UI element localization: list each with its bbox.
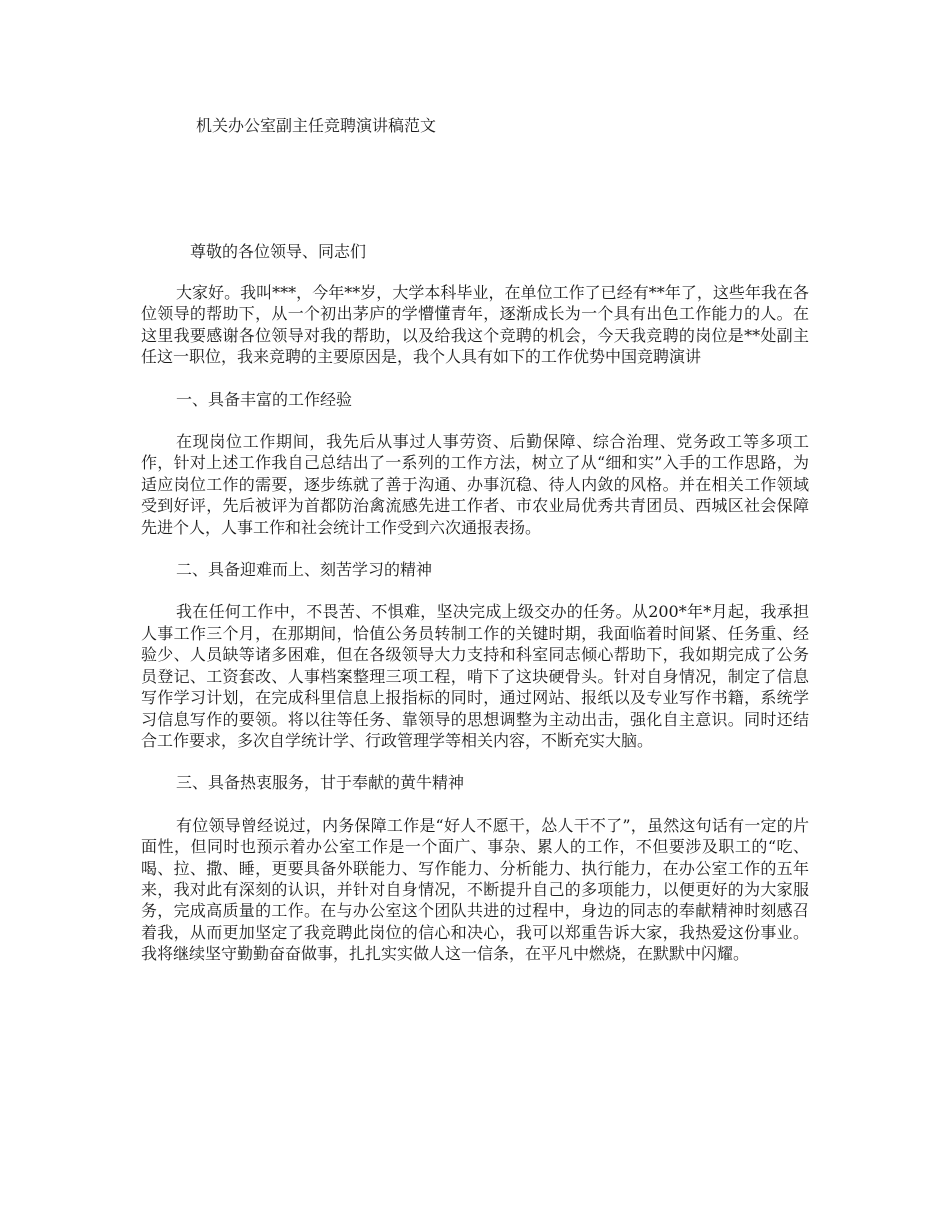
greeting: 尊敬的各位领导、同志们 — [190, 242, 367, 261]
section-heading-2: 二、具备迎难而上、刻苦学习的精神 — [176, 560, 433, 580]
intro-paragraph: 大家好。我叫***，今年**岁，大学本科毕业，在单位工作了已经有**年了，这些年我在各位领导的帮助下，从一个初出茅庐的学懵懂青年，逐渐成长为一个具有出色工作能力的人。在这里我要感谢各位领导对我的帮助，以及给我这个竞聘的机会，今天我竞聘的岗位是**处副主任这一职位，我来竞聘的主要原因是，我个人具有如下的工作优势中国竞聘演讲 — [141, 283, 809, 367]
section-heading-1: 一、具备丰富的工作经验 — [176, 389, 353, 409]
section-heading-3: 三、具备热衷服务，甘于奉献的黄牛精神 — [176, 773, 465, 793]
section-body-3: 有位领导曾经说过，内务保障工作是“好人不愿干，怂人干不了”，虽然这句话有一定的片面性，但同时也预示着办公室工作是一个面广、事杂、累人的工作，不但要涉及职工的“吃、喝、拉、撒、睡，更要具备外联能力、写作能力、分析能力、执行能力，在办公室工作的五年来，我对此有深刻的认识，并针对自身情况，不断提升自己的多项能力，以便更好的为大家服务，完成高质量的工作。在与办公室这个团队共进的过程中，身边的同志的奉献精神时刻感召着我，从而更加坚定了我竞聘此岗位的信心和决心，我可以郑重告诉大家，我热爱这份事业。我将继续坚守勤勤奋奋做事，扎扎实实做人这一信条，在平凡中燃烧，在默默中闪耀。 — [141, 815, 809, 964]
section-body-2: 我在任何工作中，不畏苦、不惧难，坚决完成上级交办的任务。从200*年*月起，我承担人事工作三个月，在那期间，恰值公务员转制工作的关键时期，我面临着时间紧、任务重、经验少、人员缺等诸多困难，但在各级领导大力支持和科室同志倾心帮助下，我如期完成了公务员登记、工资套改、人事档案整理三项工程，啃下了这块硬骨头。针对自身情况，制定了信息写作学习计划，在完成科里信息上报指标的同时，通过网站、报纸以及专业写作书籍，系统学习信息写作的要领。将以往等任务、靠领导的思想调整为主动出击，强化自主意识。同时还结合工作要求，多次自学统计学、行政管理学等相关内容，不断充实大脑。 — [141, 602, 809, 750]
document-title: 机关办公室副主任竞聘演讲稿范文 — [196, 116, 437, 135]
document-body — [141, 282, 809, 986]
section-body-1: 在现岗位工作期间，我先后从事过人事劳资、后勤保障、综合治理、党务政工等多项工作，针对上述工作我自己总结出了一系列的工作方法，树立了从“细和实”入手的工作思路，为适应岗位工作的需要，逐步练就了善于沟通、办事沉稳、待人内敛的风格。并在相关工作领域受到好评，先后被评为首都防治禽流感先进工作者、市农业局优秀共青团员、西城区社会保障先进个人，人事工作和社会统计工作受到六次通报表扬。 — [141, 432, 809, 537]
